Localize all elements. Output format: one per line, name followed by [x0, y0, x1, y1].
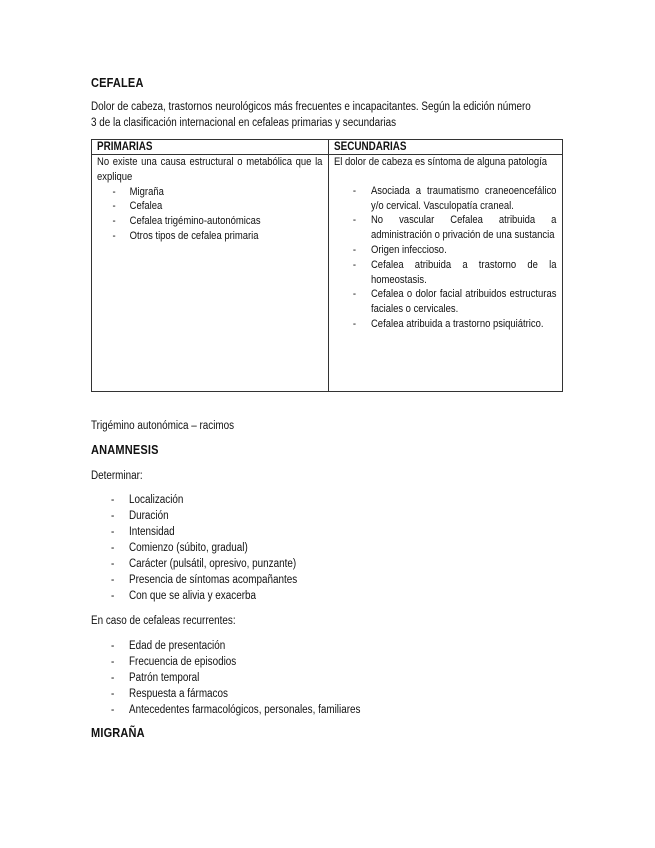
- list-item: - Cefalea atribuida a trastorno de la homeostasis.: [352, 258, 557, 286]
- list-item: - Cefalea atribuida a trastorno psiquiátrico.: [352, 317, 544, 330]
- cell-secundarias-content: [334, 155, 556, 332]
- primarias-description: No existe una causa estructural o metabólica que la explique: [97, 156, 323, 183]
- cell-primarias-content: [97, 155, 322, 244]
- primarias-list: [97, 185, 322, 244]
- list-item: - Cefalea o dolor facial atribuidos estructuras faciales o cervicales.: [352, 288, 557, 316]
- list-item: - Otros tipos de cefalea primaria: [112, 229, 259, 242]
- header-secundarias: SECUNDARIAS: [329, 140, 563, 155]
- section-title-migrana: MIGRAÑA: [91, 726, 145, 740]
- list-item: - Origen infeccioso.: [352, 243, 447, 256]
- table-body-row: [92, 155, 563, 392]
- list-item: - Cefalea trigémino-autonómicas: [112, 215, 261, 228]
- list-item: - Migraña: [112, 185, 164, 198]
- recurrent-label: En caso de cefaleas recurrentes:: [91, 615, 236, 627]
- section-title-cefalea: CEFALEA: [91, 76, 144, 90]
- determine-label: Determinar:: [91, 470, 143, 482]
- intro-line-2: 3 de la clasificación internacional en cefaleas primarias y secundarias: [91, 117, 397, 129]
- list-item: - Asociada a traumatismo craneoencefálico y/o cervical. Vasculopatía craneal.: [352, 184, 557, 212]
- list-item: - No vascular Cefalea atribuida a administración o privación de una sustancia: [352, 214, 557, 242]
- table-header-row: [92, 140, 563, 155]
- note-trigemino: Trigémino autonómica – racimos: [91, 420, 235, 432]
- section-title-anamnesis: ANAMNESIS: [91, 443, 159, 457]
- intro-line-1: Dolor de cabeza, trastornos neurológicos más frecuentes e incapacitantes. Según la edición número: [91, 101, 531, 113]
- secundarias-description: El dolor de cabeza es síntoma de alguna patología: [334, 156, 547, 168]
- list-item: - Cefalea: [112, 200, 163, 213]
- cell-secundarias: [329, 155, 563, 392]
- classification-table: [91, 139, 563, 392]
- secundarias-list: [334, 184, 556, 332]
- header-primarias: PRIMARIAS: [92, 140, 329, 155]
- cell-primarias: [92, 155, 329, 392]
